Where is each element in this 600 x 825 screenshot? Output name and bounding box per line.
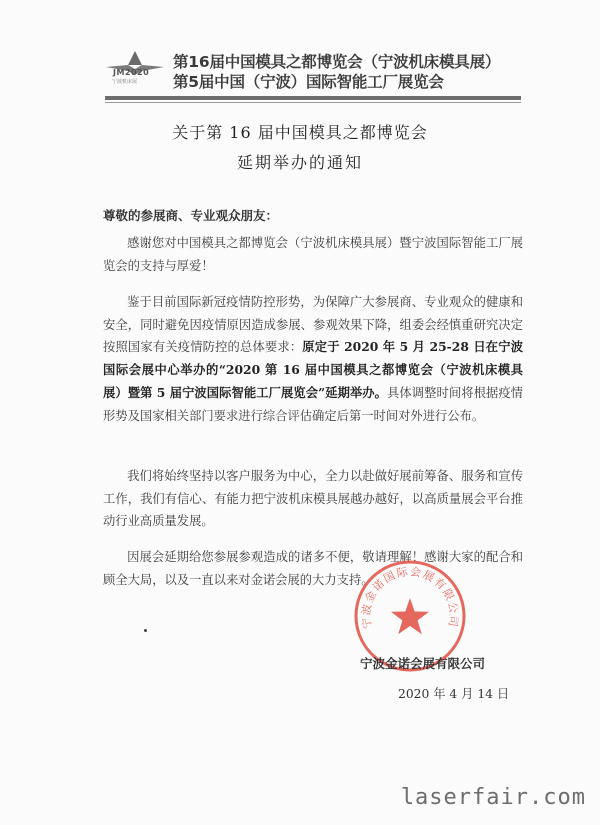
paragraph-thanks-text: 感谢您对中国模具之都博览会（宁波机床模具展）暨宁波国际智能工厂展览会的支持与厚爱！	[103, 236, 523, 273]
notice-title-line-1: 关于第 16 届中国模具之都博览会	[172, 123, 428, 142]
company-name: 宁波金诺会展有限公司	[360, 656, 486, 671]
site-watermark: laserfair.com	[400, 785, 586, 810]
header-line-1: 第16届中国模具之都博览会（宁波机床模具展）	[173, 53, 501, 71]
header-line-2: 第5届中国（宁波）国际智能工厂展览会	[173, 73, 444, 91]
paragraph-apology-text: 因展会延期给您参展参观造成的诸多不便，敬请理解！感谢大家的配合和顾全大局，以及一直以来对金诺会展的大力支持。	[103, 550, 523, 587]
paragraph-postponement	[103, 291, 523, 427]
paragraph-thanks	[103, 232, 523, 277]
paragraph-postponement-text: 鉴于目前国际新冠疫情防控形势，为保障广大参展商、专业观众的健康和安全，同时避免因疫情原因造成参展、参观效果下降，组委会经慎重研究决定按照国家有关疫情防控的总体要求：	[103, 295, 523, 355]
paragraph-commitment	[103, 465, 523, 533]
seal-ring-text: 宁波金诺国际会展有限公司	[359, 565, 461, 630]
logo-subtext: 宁波机床展	[112, 79, 138, 85]
paragraph-postponement-tail: 具体调整时间将根据疫情形势及国家相关部门要求进行综合评估确定后第一时间对外进行公布。	[103, 385, 523, 423]
notice-title-line-2: 延期举办的通知	[236, 153, 363, 172]
postponement-statement: 原定于 2020 年 5 月 25-28 日在宁波国际会展中心举办的“2020 第 16 届中国模具之都博览会（宁波机床模具展）暨第 5 届宁波国际智能工厂展览会”延期举办。	[103, 339, 523, 400]
logo-text: JM2020	[113, 68, 150, 77]
paragraph-commitment-text: 我们将始终坚持以客户服务为中心，全力以赴做好展前筹备、服务和宣传工作，我们有信心、有能力把宁波机床模具展越办越好，以高质量展会平台推动行业高质量发展。	[103, 469, 523, 529]
salutation: 尊敬的参展商、专业观众朋友：	[103, 208, 279, 223]
header-divider	[105, 96, 521, 100]
stray-dot	[144, 629, 147, 632]
issue-date: 2020 年 4 月 14 日	[398, 687, 510, 701]
header-divider-thin	[105, 102, 521, 103]
